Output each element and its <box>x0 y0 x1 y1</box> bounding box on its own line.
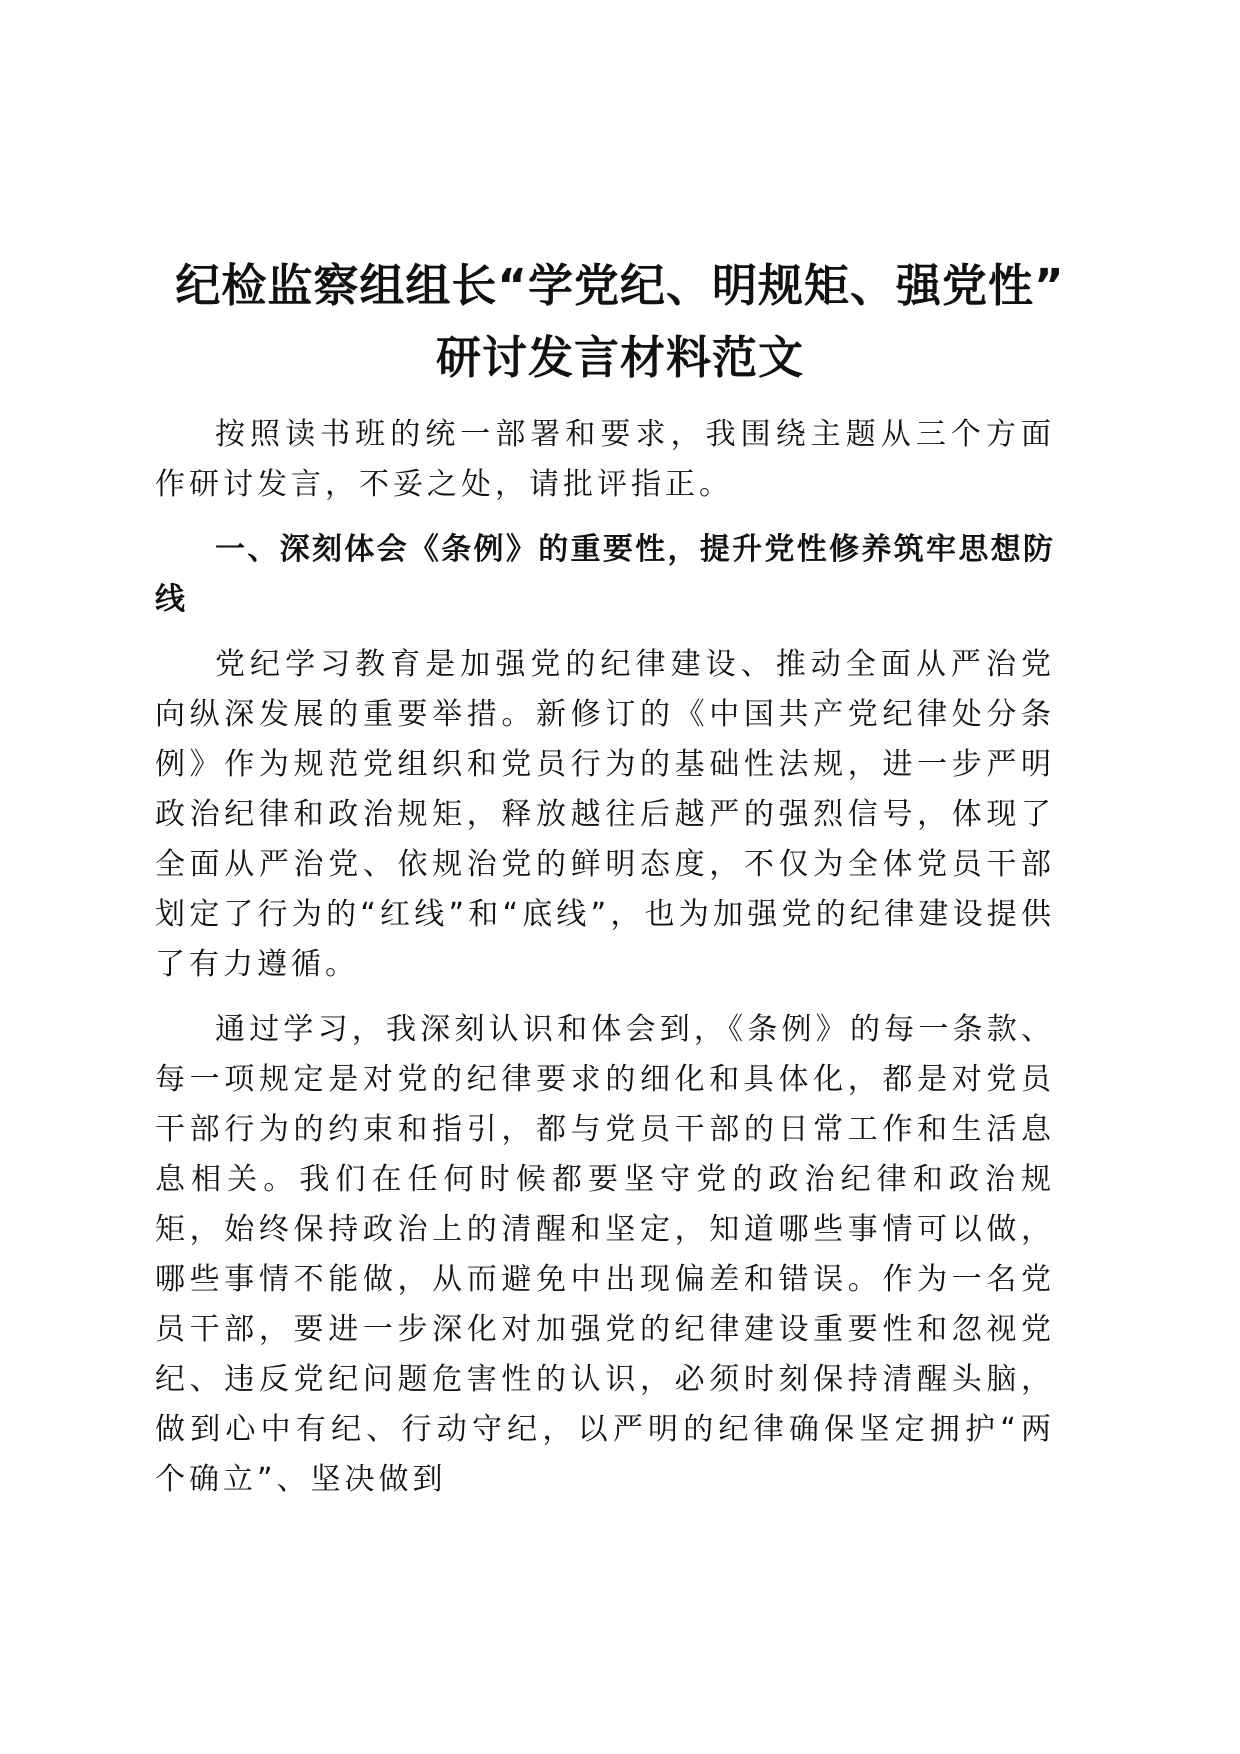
document-title <box>140 250 1100 394</box>
body-paragraph-2: 通过学习，我深刻认识和体会到，《条例》的每一条款、每一项规定是对党的纪律要求的细化和具体化，都是对党员干部行为的约束和指引，都与党员干部的日常工作和生活息息相关。我们在任何时候都要坚守党的政治纪律和政治规矩，始终保持政治上的清醒和坚定，知道哪些事情可以做，哪些事情不能做，从而避免中出现偏差和错误。作为一名党员干部，要进一步深化对加强党的纪律建设重要性和忽视党纪、违反党纪问题危害性的认识，必须时刻保持清醒头脑，做到心中有纪、行动守纪，以严明的纪律确保坚定拥护“两个确立”、坚决做到 <box>155 1012 1055 1497</box>
document-body <box>155 410 1055 1520</box>
section-heading-1: 一、深刻体会《条例》的重要性，提升党性修养筑牢思想防线 <box>155 532 1055 617</box>
title-line-1: 纪检监察组组长“学党纪、明规矩、强党性” <box>175 259 1065 312</box>
body-paragraph-1: 党纪学习教育是加强党的纪律建设、推动全面从严治党向纵深发展的重要举措。新修订的《中国共产党纪律处分条例》作为规范党组织和党员行为的基础性法规，进一步严明政治纪律和政治规矩，释放越往后越严的强烈信号，体现了全面从严治党、依规治党的鲜明态度，不仅为全体党员干部划定了行为的“红线”和“底线”，也为加强党的纪律建设提供了有力遵循。 <box>155 647 1055 982</box>
title-line-2: 研讨发言材料范文 <box>435 331 804 384</box>
intro-paragraph: 按照读书班的统一部署和要求，我围绕主题从三个方面作研讨发言，不妥之处，请批评指正。 <box>155 417 1055 502</box>
